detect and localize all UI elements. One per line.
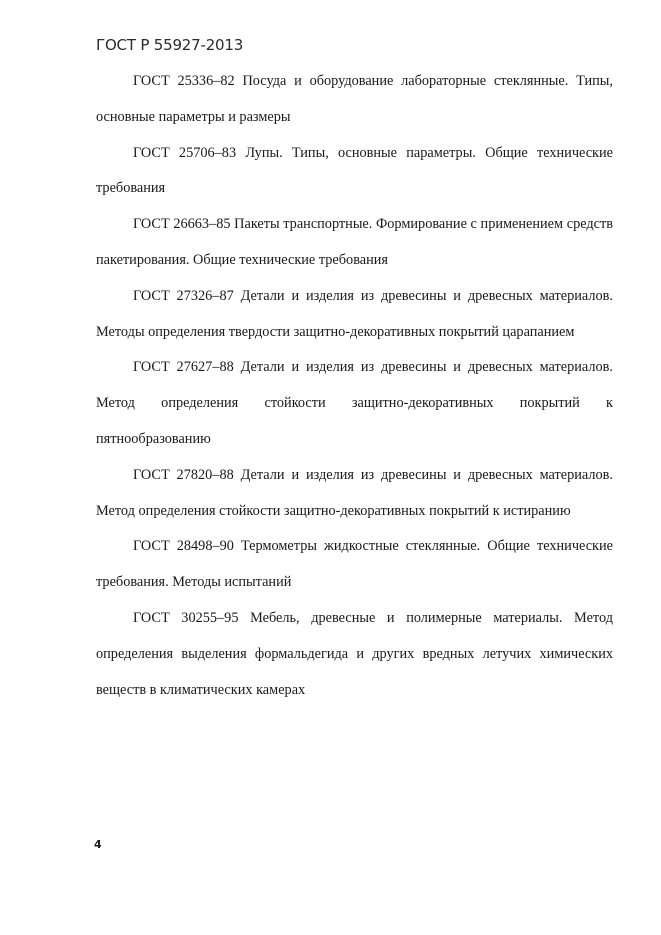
document-header: ГОСТ Р 55927-2013 bbox=[96, 36, 244, 54]
reference-gost-25336: ГОСТ 25336–82 Посуда и оборудование лабораторные стеклянные. Типы, основные параметры и размеры bbox=[96, 73, 613, 125]
reference-gost-28498: ГОСТ 28498–90 Термометры жидкостные стеклянные. Общие технические требования. Методы испытаний bbox=[96, 538, 613, 591]
normative-references-list bbox=[96, 64, 613, 708]
reference-gost-26663: ГОСТ 26663–85 Пакеты транспортные. Формирование с применением средств пакетирования. Общие технические требования bbox=[96, 216, 613, 268]
reference-gost-27627: ГОСТ 27627–88 Детали и изделия из древесины и древесных материалов. Метод определения стойкости защитно-декоративных покрытий к пятнообразованию bbox=[96, 359, 613, 447]
reference-gost-30255: ГОСТ 30255–95 Мебель, древесные и полимерные материалы. Метод определения выделения формальдегида и других вредных летучих химических веществ в климатических камерах bbox=[96, 609, 613, 698]
reference-gost-27820: ГОСТ 27820–88 Детали и изделия из древесины и древесных материалов. Метод определения стойкости защитно-декоративных покрытий к истиранию bbox=[96, 466, 613, 519]
reference-gost-27326: ГОСТ 27326–87 Детали и изделия из древесины и древесных материалов. Методы определения твердости защитно-декоративных покрытий царапанием bbox=[96, 287, 613, 340]
reference-gost-25706: ГОСТ 25706–83 Лупы. Типы, основные параметры. Общие технические требования bbox=[96, 144, 613, 197]
page-number: 4 bbox=[94, 838, 102, 851]
